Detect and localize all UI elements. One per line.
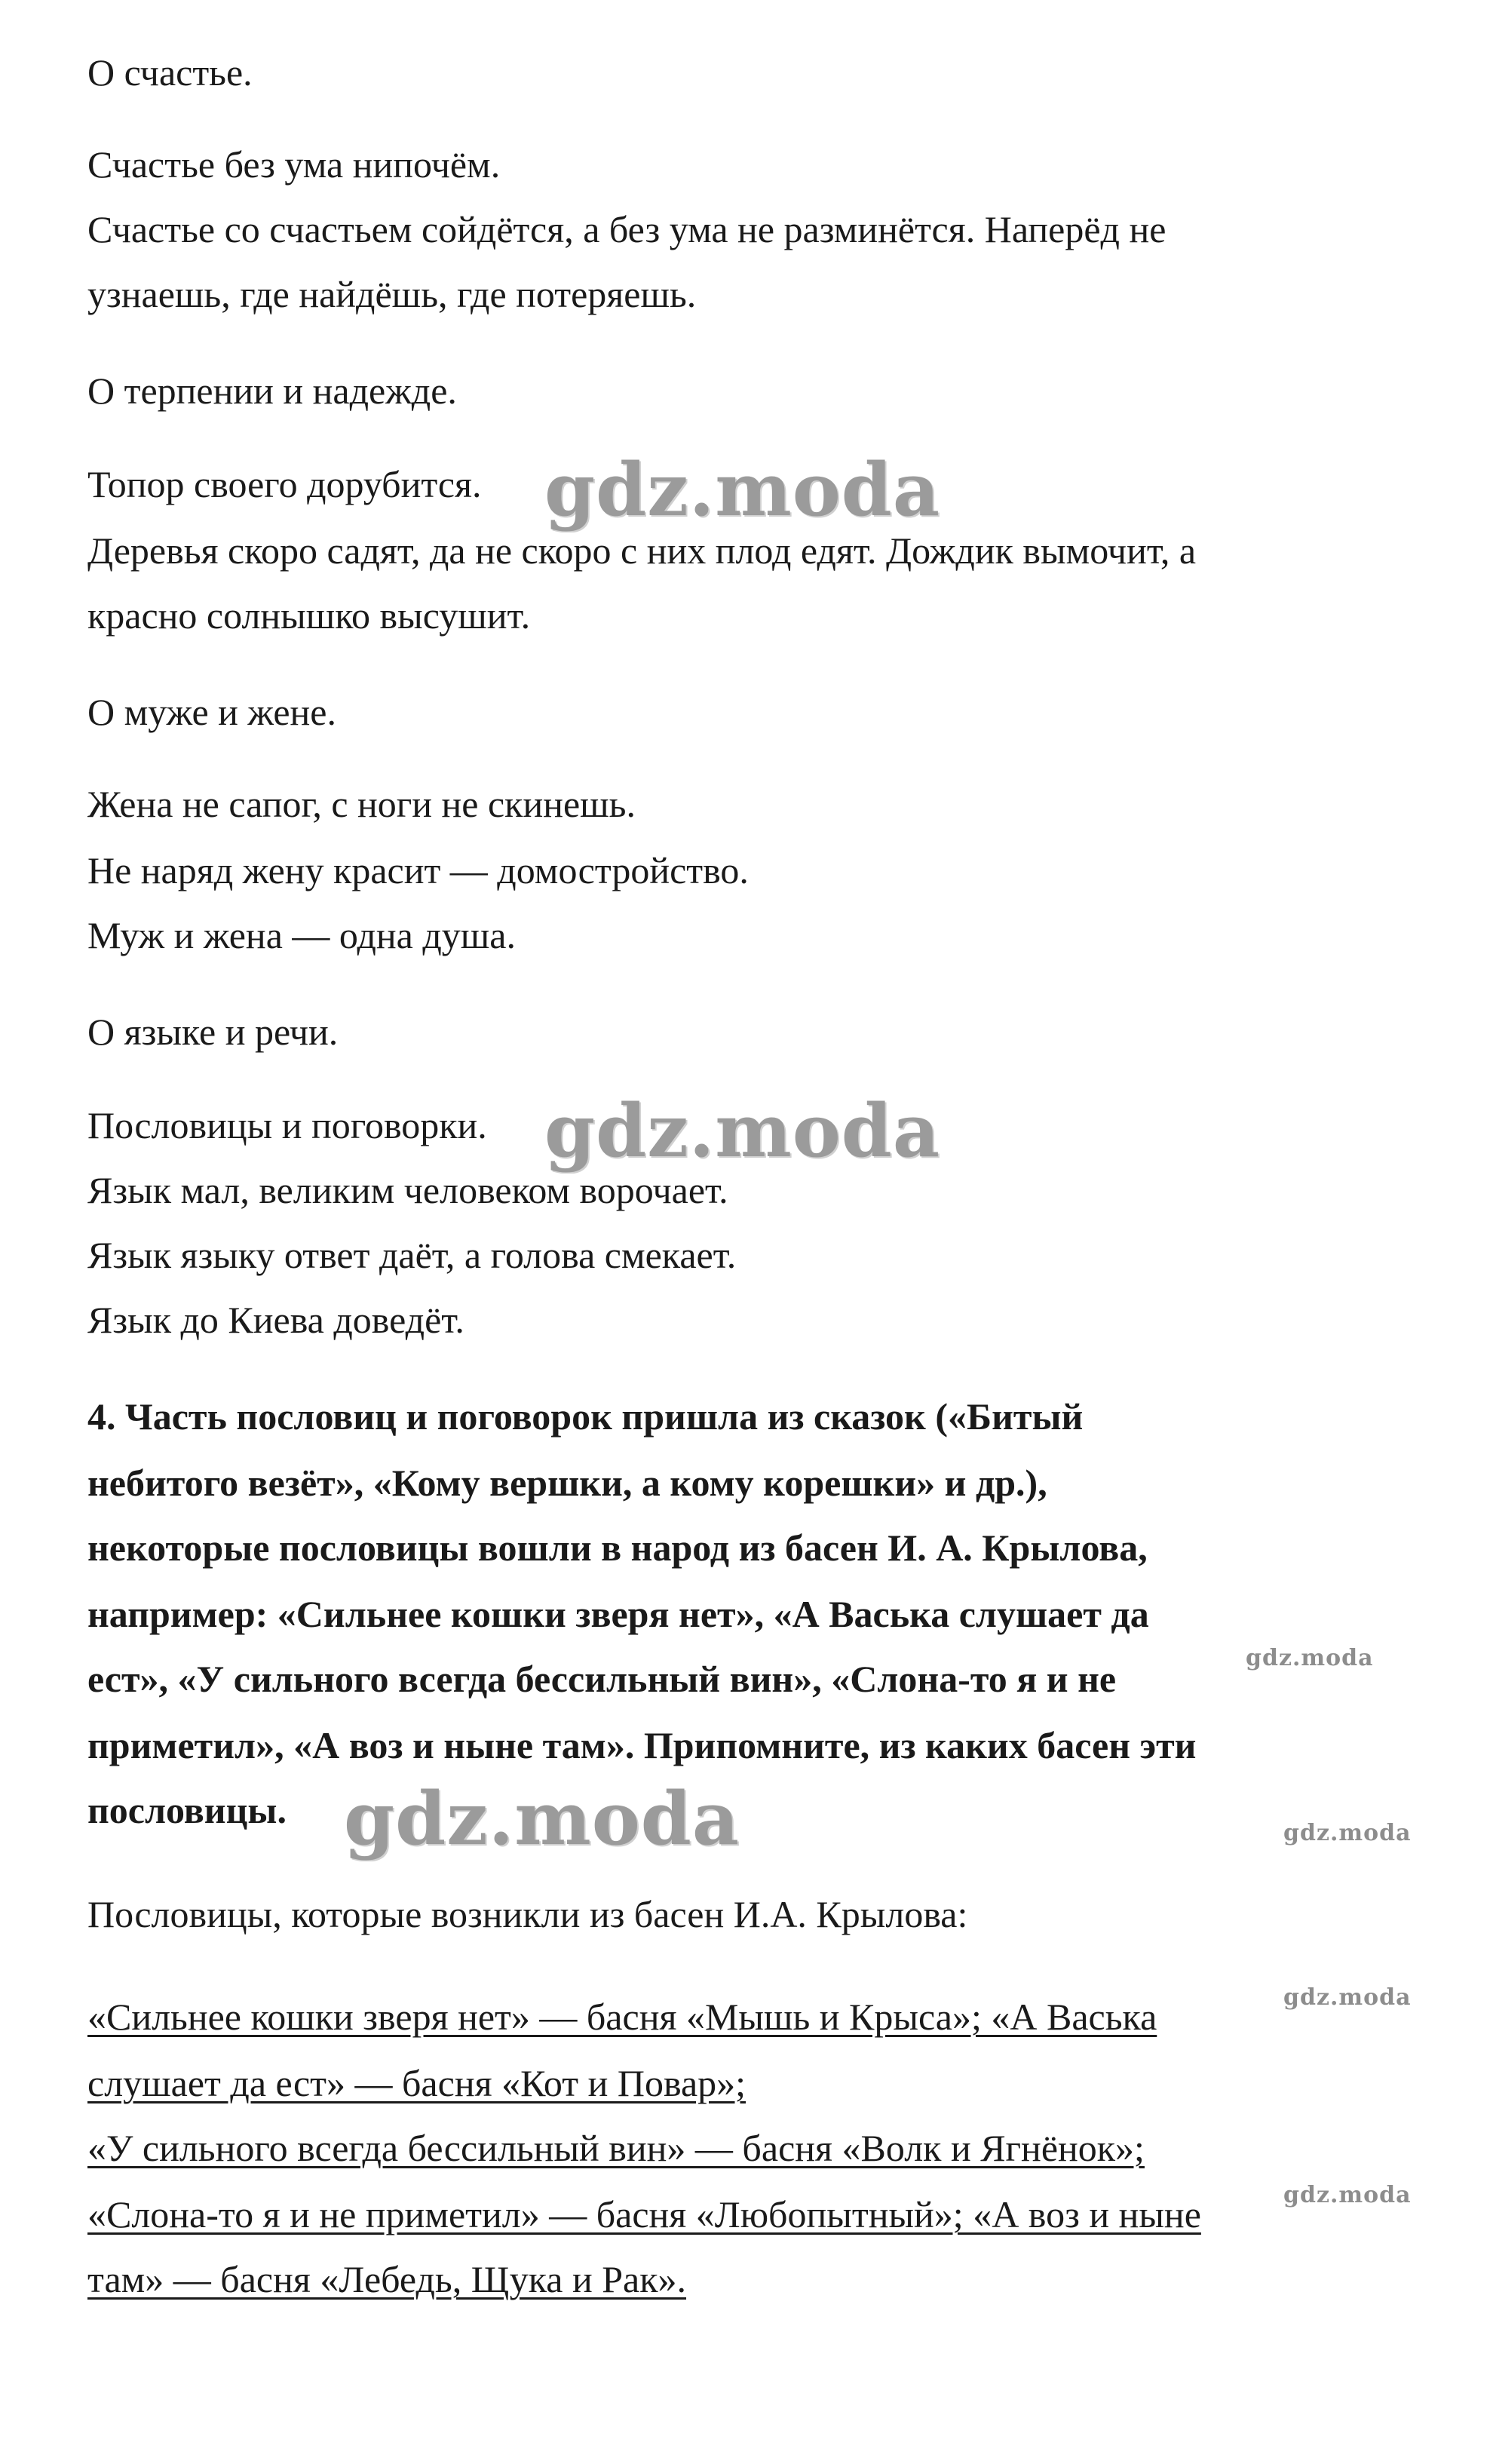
proverb-line: Язык языку ответ даёт, а голова смекает. [87,1234,737,1276]
answer-intro: Пословицы, которые возникли из басен И.А. Крылова: [87,1893,968,1935]
watermark-small: gdz.moda [1283,1820,1412,1846]
answer-line: «У сильного всегда бессильный вин» — басня «Волк и Ягнёнок»; [87,2127,1145,2169]
task-line: 4. Часть пословиц и поговорок пришла из сказок («Битый [87,1395,1084,1438]
answer-line: там» — басня «Лебедь, Щука и Рак». [87,2258,687,2300]
proverb-line: красно солнышко высушит. [87,594,531,637]
watermark-logo: gdz.moda [544,1088,941,1174]
task-line: ест», «У сильного всегда бессильный вин», «Слона-то я и не [87,1658,1117,1700]
proverb-line: Язык мал, великим человеком ворочает. [87,1169,728,1211]
proverb-line: Счастье без ума нипочём. [87,143,501,186]
section-heading-language: О языке и речи. [87,1011,339,1053]
watermark-small: gdz.moda [1246,1645,1374,1671]
watermark-logo: gdz.moda [544,447,941,532]
watermark-small: gdz.moda [1283,1984,1412,2011]
task-line: небитого везёт», «Кому вершки, а кому корешки» и др.), [87,1462,1047,1504]
answer-line: «Слона-то я и не приметил» — басня «Любопытный»; «А воз и ныне [87,2193,1201,2235]
proverb-line: Язык до Киева доведёт. [87,1299,464,1341]
proverb-line: Счастье со счастьем сойдётся, а без ума не разминётся. Наперёд не [87,208,1166,250]
proverb-line: Муж и жена — одна душа. [87,914,516,956]
proverb-line: Топор своего дорубится. [87,463,482,505]
proverb-line: Деревья скоро садят, да не скоро с них плод едят. Дождик вымочит, а [87,529,1197,572]
answer-line: «Сильнее кошки зверя нет» — басня «Мышь и Крыса»; «А Васька [87,1996,1157,2038]
section-heading-happiness: О счастье. [87,51,253,94]
task-line: например: «Сильнее кошки зверя нет», «А Васька слушает да [87,1593,1149,1635]
task-line: пословицы. [87,1789,287,1831]
watermark-small: gdz.moda [1283,2182,1412,2208]
section-heading-patience: О терпении и надежде. [87,370,457,412]
task-line: приметил», «А воз и ныне там». Припомните, из каких басен эти [87,1724,1197,1766]
proverb-line: Пословицы и поговорки. [87,1104,487,1146]
proverb-line: Жена не сапог, с ноги не скинешь. [87,783,636,825]
answer-line: слушает да ест» — басня «Кот и Повар»; [87,2062,746,2104]
section-heading-marriage: О муже и жене. [87,691,336,733]
proverb-line: Не наряд жену красит — домостройство. [87,849,749,891]
proverb-line: узнаешь, где найдёшь, где потеряешь. [87,273,697,315]
watermark-logo: gdz.moda [344,1776,740,1861]
task-line: некоторые пословицы вошли в народ из басен И. А. Крылова, [87,1527,1148,1569]
